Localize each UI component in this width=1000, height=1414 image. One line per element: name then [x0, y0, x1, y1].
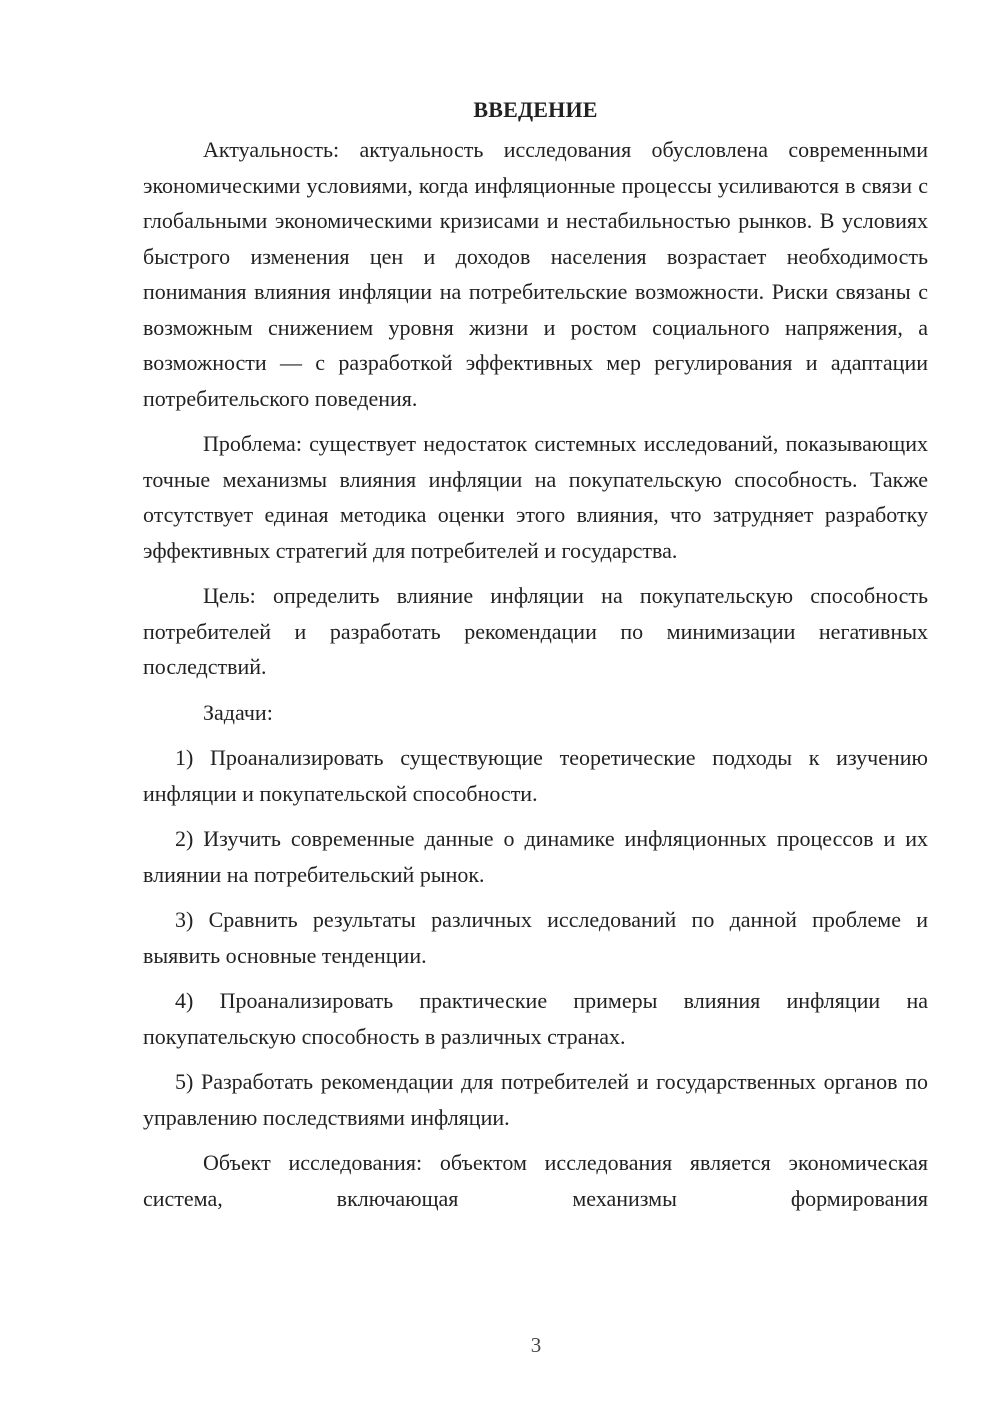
relevance-paragraph: Актуальность: актуальность исследования обусловлена современными экономическими условиями, когда инфляционные процессы усиливаются в связи с глобальными экономическими кризисами и нестабильностью рынков. В условиях быстрого изменения цен и доходов населения возрастает необходимость понимания влияния инфляции на потребительские возможности. Риски связаны с возможным снижением уровня жизни и ростом социального напряжения, а возможности — с разработкой эффективных мер регулирования и адаптации потребительского поведения.: [143, 137, 928, 411]
task-item: 4) Проанализировать практические примеры влияния инфляции на покупательскую способность в различных странах.: [143, 988, 928, 1049]
tasks-heading: Задачи:: [203, 699, 273, 725]
object-paragraph: Объект исследования: объектом исследования является экономическая система, включающая механизмы формирования: [143, 1150, 928, 1211]
task-item: 1) Проанализировать существующие теоретические подходы к изучению инфляции и покупательской способности.: [143, 745, 928, 806]
page-title: ВВЕДЕНИЕ: [473, 97, 598, 122]
goal-paragraph: Цель: определить влияние инфляции на покупательскую способность потребителей и разработать рекомендации по минимизации негативных последствий.: [143, 583, 928, 679]
page-number: 3: [530, 1333, 542, 1357]
problem-paragraph: Проблема: существует недостаток системных исследований, показывающих точные механизмы влияния инфляции на покупательскую способность. Также отсутствует единая методика оценки этого влияния, что затрудняет разработку эффективных стратегий для потребителей и государства.: [143, 431, 928, 563]
task-item: 3) Сравнить результаты различных исследований по данной проблеме и выявить основные тенденции.: [143, 907, 928, 968]
task-item: 2) Изучить современные данные о динамике инфляционных процессов и их влиянии на потребительский рынок.: [143, 826, 928, 887]
task-item: 5) Разработать рекомендации для потребителей и государственных органов по управлению последствиями инфляции.: [143, 1069, 928, 1130]
document-page: [143, 92, 928, 1226]
